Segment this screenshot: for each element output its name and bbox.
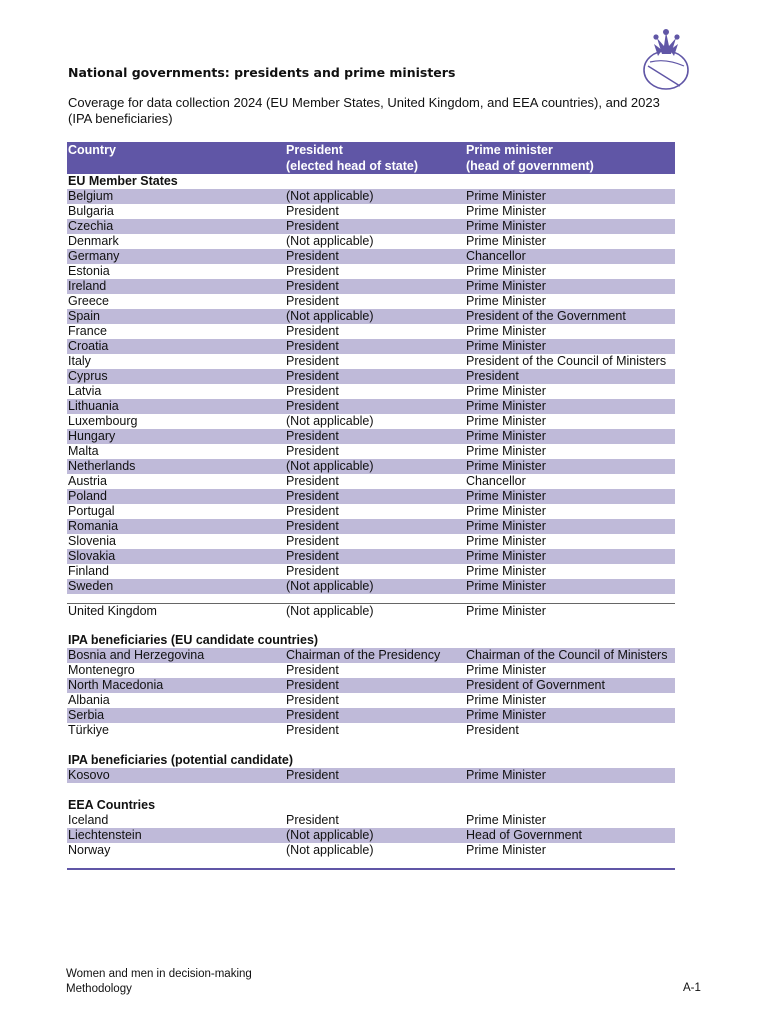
cell-president: President <box>286 564 339 578</box>
header-pm-line2: (head of government) <box>466 159 594 173</box>
governments-table <box>67 142 675 870</box>
table-row <box>67 369 675 384</box>
header-president-line1: President <box>286 143 343 157</box>
cell-president: President <box>286 354 339 368</box>
footer-publication: Women and men in decision-making <box>66 968 252 980</box>
cell-president: (Not applicable) <box>286 459 374 473</box>
cell-country: Ireland <box>68 279 107 293</box>
cell-prime-minister: Prime Minister <box>466 519 546 533</box>
cell-prime-minister: Prime Minister <box>466 324 546 338</box>
cell-country: Portugal <box>68 504 115 518</box>
cell-prime-minister: President of the Council of Ministers <box>466 354 667 368</box>
cell-country: Germany <box>68 249 120 263</box>
table-row <box>67 708 675 723</box>
cell-president: (Not applicable) <box>286 309 374 323</box>
cell-president: (Not applicable) <box>286 234 374 248</box>
table-row <box>67 534 675 549</box>
cell-prime-minister: Prime Minister <box>466 663 546 677</box>
cell-country: Malta <box>68 444 99 458</box>
cell-prime-minister: Prime Minister <box>466 504 546 518</box>
table-row <box>67 429 675 444</box>
cell-president: President <box>286 204 339 218</box>
table-row <box>67 564 675 579</box>
table-row <box>67 678 675 693</box>
table-row <box>67 504 675 519</box>
table-row <box>67 648 675 663</box>
header-country: Country <box>68 143 116 157</box>
cell-prime-minister: Prime Minister <box>466 693 546 707</box>
eige-logo-icon <box>640 28 692 90</box>
cell-country: Cyprus <box>68 369 108 383</box>
header-president-line2: (elected head of state) <box>286 159 418 173</box>
cell-president: President <box>286 768 339 782</box>
cell-president: President <box>286 723 339 737</box>
cell-president: President <box>286 693 339 707</box>
eea-rows <box>67 813 675 858</box>
cell-prime-minister: President <box>466 369 519 383</box>
cell-country: Slovenia <box>68 534 116 548</box>
table-row <box>67 459 675 474</box>
cell-country: Luxembourg <box>68 414 138 428</box>
section-label: EU Member States <box>68 174 178 188</box>
cell-president: Chairman of the Presidency <box>286 648 441 662</box>
table-row <box>67 324 675 339</box>
spacer <box>67 618 675 633</box>
table-row <box>67 843 675 858</box>
table-bottom-rule <box>67 868 675 870</box>
cell-president: President <box>286 429 339 443</box>
cell-prime-minister: Chancellor <box>466 249 526 263</box>
cell-country: Belgium <box>68 189 114 203</box>
cell-prime-minister: Prime Minister <box>466 264 546 278</box>
section-label: EEA Countries <box>68 798 156 812</box>
table-row <box>67 663 675 678</box>
cell-country: Kosovo <box>68 768 110 782</box>
cell-prime-minister: Prime Minister <box>466 384 546 398</box>
cell-country: Bulgaria <box>68 204 114 218</box>
cell-president: (Not applicable) <box>286 414 374 428</box>
cell-prime-minister: Prime Minister <box>466 843 546 857</box>
cell-prime-minister: Prime Minister <box>466 219 546 233</box>
section-label: IPA beneficiaries (EU candidate countries) <box>68 633 319 647</box>
cell-prime-minister: Prime Minister <box>466 768 546 782</box>
table-row <box>67 549 675 564</box>
cell-prime-minister: Prime Minister <box>466 564 546 578</box>
cell-president: (Not applicable) <box>286 604 374 618</box>
cell-president: President <box>286 519 339 533</box>
page-title: National governments: presidents and prime ministers <box>68 65 456 80</box>
table-header <box>67 142 675 174</box>
table-row <box>67 339 675 354</box>
cell-country: Sweden <box>68 579 114 593</box>
cell-country: Czechia <box>68 219 114 233</box>
table-row <box>67 693 675 708</box>
cell-president: President <box>286 279 339 293</box>
cell-prime-minister: Prime Minister <box>466 279 546 293</box>
table-row <box>67 384 675 399</box>
cell-president: (Not applicable) <box>286 843 374 857</box>
cell-prime-minister: Chancellor <box>466 474 526 488</box>
table-row <box>67 249 675 264</box>
section-heading-eu <box>67 174 675 189</box>
cell-president: President <box>286 474 339 488</box>
cell-prime-minister: Prime Minister <box>466 294 546 308</box>
cell-president: President <box>286 708 339 722</box>
cell-president: President <box>286 324 339 338</box>
table-row <box>67 309 675 324</box>
cell-prime-minister: Prime Minister <box>466 189 546 203</box>
footer-section: Methodology <box>66 983 132 995</box>
cell-country: Lithuania <box>68 399 119 413</box>
table-row <box>67 354 675 369</box>
cell-country: Netherlands <box>68 459 136 473</box>
cell-prime-minister: President <box>466 723 519 737</box>
ipa-potential-rows <box>67 768 675 783</box>
table-row <box>67 828 675 843</box>
section-heading-ipa-potential <box>67 753 675 768</box>
cell-president: President <box>286 504 339 518</box>
cell-country: Liechtenstein <box>68 828 142 842</box>
table-row <box>67 723 675 738</box>
eu-rows <box>67 189 675 594</box>
cell-country: Iceland <box>68 813 109 827</box>
cell-prime-minister: Prime Minister <box>466 204 546 218</box>
cell-country: Finland <box>68 564 109 578</box>
cell-country: Poland <box>68 489 107 503</box>
cell-prime-minister: Prime Minister <box>466 429 546 443</box>
cell-country: Italy <box>68 354 91 368</box>
header-prime-minister <box>466 142 594 174</box>
table-row <box>67 444 675 459</box>
header-pm-line1: Prime minister <box>466 143 553 157</box>
table-row <box>67 768 675 783</box>
cell-country: Slovakia <box>68 549 116 563</box>
cell-prime-minister: Prime Minister <box>466 604 546 618</box>
cell-country: North Macedonia <box>68 678 164 692</box>
cell-president: President <box>286 663 339 677</box>
cell-country: Albania <box>68 693 110 707</box>
cell-prime-minister: Prime Minister <box>466 534 546 548</box>
cell-president: President <box>286 444 339 458</box>
cell-country: Latvia <box>68 384 102 398</box>
section-heading-ipa-candidates <box>67 633 675 648</box>
cell-president: (Not applicable) <box>286 189 374 203</box>
table-row-uk <box>67 603 675 618</box>
table-row <box>67 204 675 219</box>
cell-prime-minister: Prime Minister <box>466 579 546 593</box>
spacer <box>67 738 675 753</box>
cell-country: Norway <box>68 843 111 857</box>
cell-country: Estonia <box>68 264 110 278</box>
cell-prime-minister: Prime Minister <box>466 414 546 428</box>
table-row <box>67 399 675 414</box>
cell-country: Bosnia and Herzegovina <box>68 648 205 662</box>
table-row <box>67 474 675 489</box>
footer <box>66 967 252 997</box>
cell-prime-minister: President of the Government <box>466 309 626 323</box>
cell-president: President <box>286 219 339 233</box>
cell-president: President <box>286 399 339 413</box>
table-row <box>67 279 675 294</box>
ipa-candidate-rows <box>67 648 675 738</box>
table-row <box>67 264 675 279</box>
cell-president: President <box>286 534 339 548</box>
cell-country: Austria <box>68 474 107 488</box>
cell-prime-minister: Prime Minister <box>466 339 546 353</box>
cell-president: (Not applicable) <box>286 828 374 842</box>
cell-prime-minister: Chairman of the Council of Ministers <box>466 648 668 662</box>
cell-country: Croatia <box>68 339 109 353</box>
cell-president: President <box>286 678 339 692</box>
cell-president: President <box>286 369 339 383</box>
cell-president: President <box>286 294 339 308</box>
cell-prime-minister: Prime Minister <box>466 234 546 248</box>
cell-president: President <box>286 384 339 398</box>
cell-country: France <box>68 324 107 338</box>
cell-prime-minister: Prime Minister <box>466 708 546 722</box>
section-label: IPA beneficiaries (potential candidate) <box>68 753 294 767</box>
cell-prime-minister: Prime Minister <box>466 813 546 827</box>
cell-country: United Kingdom <box>68 604 157 618</box>
section-heading-eea <box>67 798 675 813</box>
cell-country: Spain <box>68 309 100 323</box>
table-row <box>67 519 675 534</box>
table-row <box>67 813 675 828</box>
table-row <box>67 219 675 234</box>
cell-country: Romania <box>68 519 119 533</box>
table-row <box>67 189 675 204</box>
cell-prime-minister: Prime Minister <box>466 444 546 458</box>
header-president <box>286 142 418 174</box>
spacer <box>67 783 675 798</box>
cell-prime-minister: Prime Minister <box>466 399 546 413</box>
cell-president: President <box>286 249 339 263</box>
cell-president: President <box>286 549 339 563</box>
cell-country: Denmark <box>68 234 119 248</box>
cell-president: President <box>286 489 339 503</box>
cell-prime-minister: Head of Government <box>466 828 583 842</box>
table-row <box>67 414 675 429</box>
table-row <box>67 234 675 249</box>
cell-prime-minister: Prime Minister <box>466 549 546 563</box>
cell-prime-minister: Prime Minister <box>466 459 546 473</box>
cell-country: Hungary <box>68 429 116 443</box>
table-row <box>67 489 675 504</box>
page-number: A-1 <box>683 982 701 994</box>
cell-president: President <box>286 339 339 353</box>
table-row <box>67 294 675 309</box>
cell-prime-minister: President of Government <box>466 678 605 692</box>
coverage-note: Coverage for data collection 2024 (EU Member States, United Kingdom, and EEA countries), and 2023 (IPA beneficiaries) <box>68 95 660 126</box>
cell-country: Greece <box>68 294 109 308</box>
cell-president: President <box>286 813 339 827</box>
cell-country: Türkiye <box>68 723 109 737</box>
cell-country: Serbia <box>68 708 105 722</box>
cell-president: President <box>286 264 339 278</box>
cell-country: Montenegro <box>68 663 135 677</box>
cell-president: (Not applicable) <box>286 579 374 593</box>
table-row <box>67 579 675 594</box>
cell-prime-minister: Prime Minister <box>466 489 546 503</box>
